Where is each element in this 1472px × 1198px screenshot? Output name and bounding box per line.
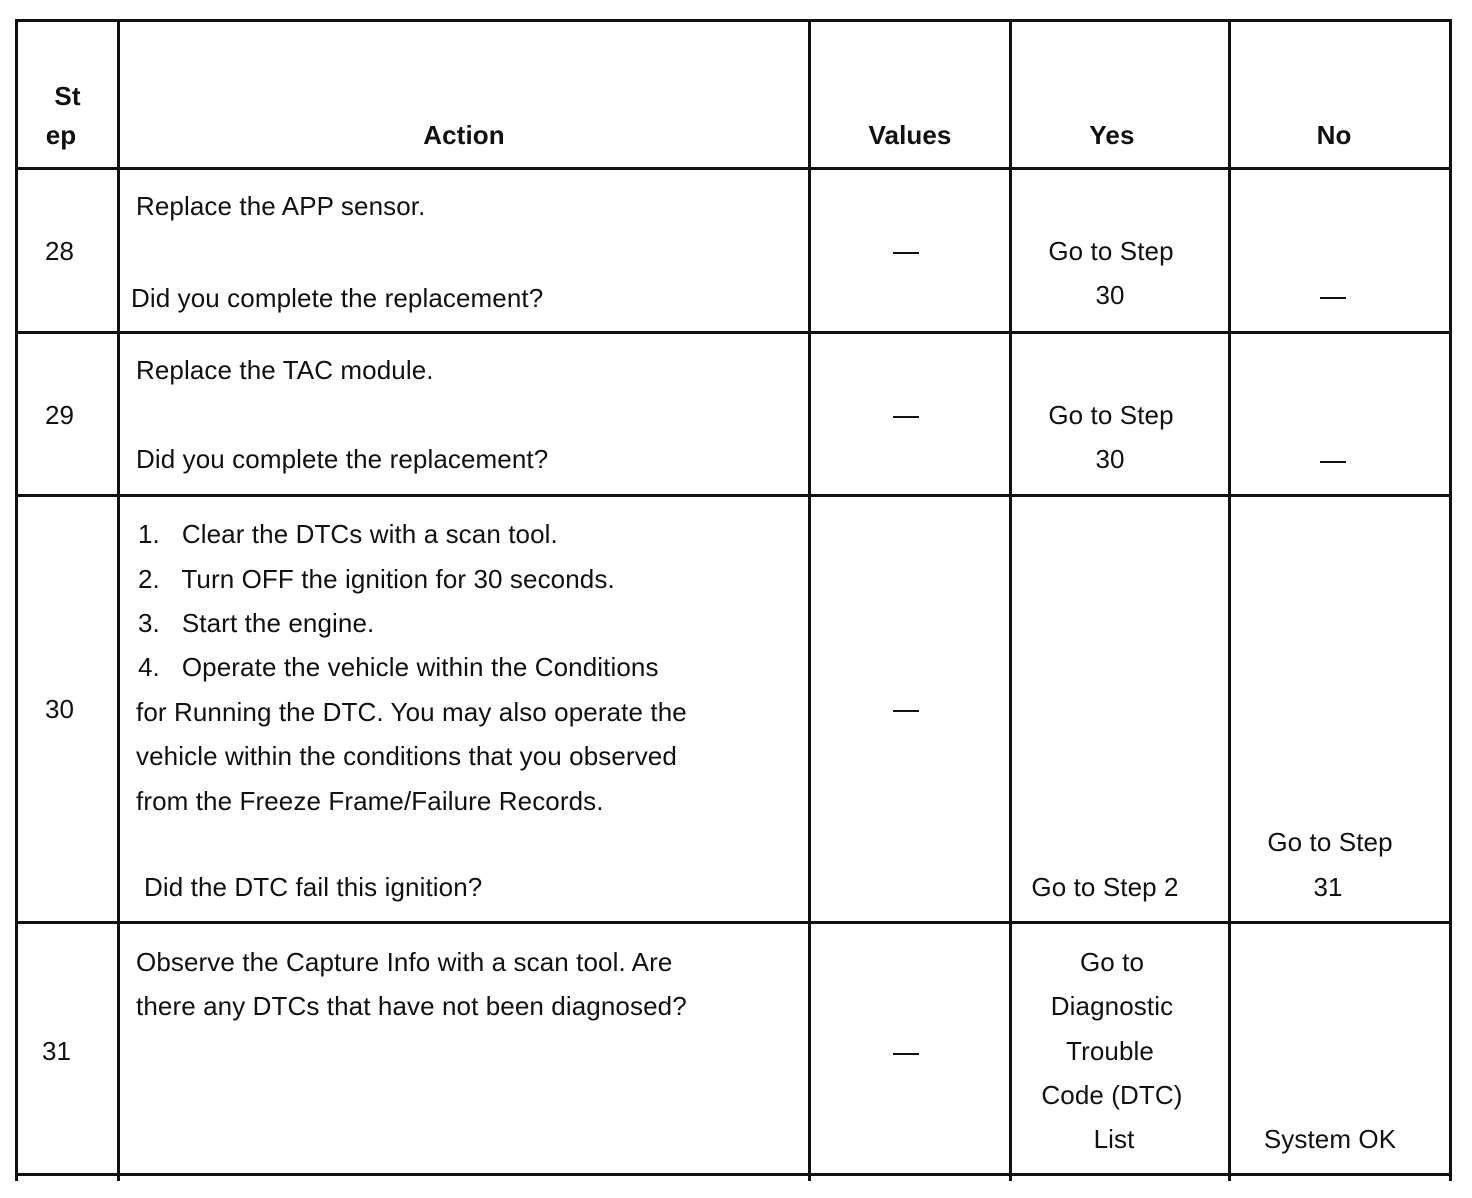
- yes-line: Go to Step: [1048, 236, 1174, 266]
- no-line: 31: [1313, 872, 1343, 902]
- header-action: Action: [423, 120, 505, 150]
- col-border-step-action: [117, 19, 120, 1181]
- table-bottom-border: [15, 1173, 1452, 1176]
- row-29-bottom-border: [15, 494, 1452, 497]
- action-line: 4. Operate the vehicle within the Conditions: [138, 652, 659, 682]
- yes-line: 30: [1095, 444, 1125, 474]
- no-line: Go to Step: [1267, 827, 1393, 857]
- header-values: Values: [868, 120, 952, 150]
- yes-line: Go to Step 2: [1031, 872, 1179, 902]
- header-no: No: [1316, 120, 1352, 150]
- values-dash: [893, 416, 919, 418]
- action-line: for Running the DTC. You may also operate the: [136, 697, 687, 727]
- header-step-line2: ep: [45, 120, 77, 150]
- yes-line: Go to: [1079, 947, 1145, 977]
- action-line: Replace the APP sensor.: [136, 191, 426, 221]
- action-line: 1. Clear the DTCs with a scan tool.: [138, 519, 558, 549]
- step-number-30: 30: [44, 694, 75, 724]
- action-line: 2. Turn OFF the ignition for 30 seconds.: [138, 564, 615, 594]
- no-line: System OK: [1263, 1124, 1397, 1154]
- header-yes: Yes: [1089, 120, 1135, 150]
- values-dash: [893, 710, 919, 712]
- yes-line: 30: [1095, 280, 1125, 310]
- action-line: there any DTCs that have not been diagnosed?: [136, 991, 687, 1021]
- action-line: Replace the TAC module.: [136, 355, 434, 385]
- col-border-yes-no: [1228, 19, 1231, 1181]
- step-number-31: 31: [41, 1036, 72, 1066]
- action-line: Did you complete the replacement?: [131, 283, 544, 313]
- action-line: Did the DTC fail this ignition?: [144, 872, 483, 902]
- yes-line: Code (DTC): [1041, 1080, 1183, 1110]
- step-number-28: 28: [44, 236, 75, 266]
- yes-line: List: [1093, 1124, 1135, 1154]
- yes-line: Diagnostic: [1050, 991, 1174, 1021]
- values-dash: [893, 252, 919, 254]
- col-border-left: [15, 19, 18, 1181]
- action-line: Observe the Capture Info with a scan tool. Are: [136, 947, 673, 977]
- row-30-bottom-border: [15, 921, 1452, 924]
- no-dash: [1320, 461, 1346, 463]
- action-line: vehicle within the conditions that you observed: [136, 741, 677, 771]
- row-28-bottom-border: [15, 331, 1452, 334]
- header-step-line1: St: [54, 81, 81, 111]
- action-line: Did you complete the replacement?: [136, 444, 549, 474]
- yes-line: Go to Step: [1048, 400, 1174, 430]
- yes-line: Trouble: [1066, 1036, 1154, 1066]
- action-line: from the Freeze Frame/Failure Records.: [136, 786, 604, 816]
- table-top-border: [15, 19, 1452, 22]
- col-border-right: [1449, 19, 1452, 1181]
- values-dash: [893, 1053, 919, 1055]
- step-number-29: 29: [44, 400, 75, 430]
- col-border-action-values: [808, 19, 811, 1181]
- action-line: 3. Start the engine.: [138, 608, 375, 638]
- header-bottom-border: [15, 167, 1452, 170]
- no-dash: [1320, 297, 1346, 299]
